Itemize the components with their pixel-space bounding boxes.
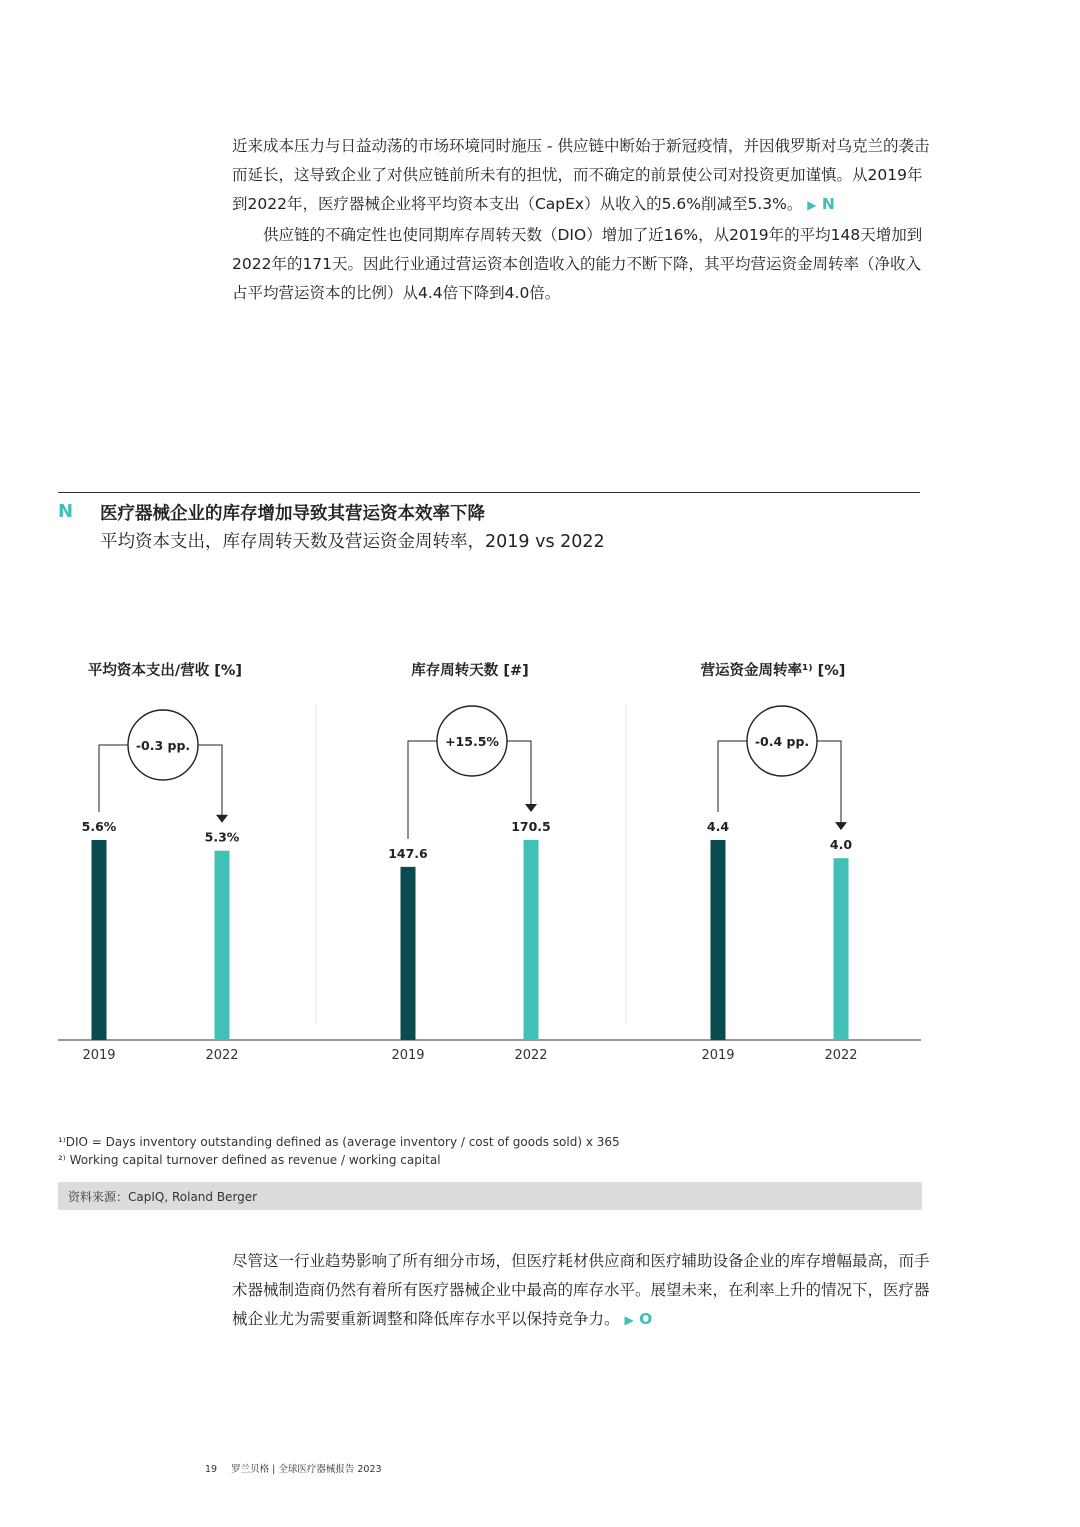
panel-title: 营运资金周转率¹⁾ [%]: [700, 663, 846, 679]
change-label: -0.4 pp.: [754, 734, 810, 749]
bar-charts: [0, 640, 1080, 1080]
value-label: 5.6%: [81, 819, 117, 834]
value-label: 5.3%: [204, 829, 240, 845]
change-label: +15.5%: [445, 734, 499, 749]
connector-line: [507, 741, 531, 805]
connector-line: [99, 745, 128, 812]
intro-paragraph-2: 供应链的不确定性也使同期库存周转天数（DIO）增加了近16%，从2019年的平均148天增加到2022年的171天。因此行业通过营运资本创造收入的能力不断下降，其平均营运资金周转率（净收入占平均营运资本的比例）从4.4倍下降到4.0倍。: [232, 225, 923, 303]
figure-reference-label: O: [639, 1310, 653, 1329]
outro-text: [232, 1247, 932, 1336]
bar: [524, 840, 539, 1040]
x-tick-label: 2019: [391, 1048, 425, 1063]
publication-name: 罗兰贝格 | 全球医疗器械报告 2023: [231, 1464, 382, 1475]
figure-reference-n[interactable]: [807, 195, 835, 213]
panel-title: 平均资本支出/营收 [%]: [87, 663, 243, 679]
outro-paragraph: [232, 1247, 932, 1336]
intro-paragraph-1-text: 近来成本压力与日益动荡的市场环境同时施压 - 供应链中断始于新冠疫情，并因俄罗斯对乌克兰的袭击而延长，这导致企业了对供应链前所未有的担忧，而不确定的前景使公司对投资更加谨慎。从2019年到2022年，医疗器械企业将平均资本支出（CapEx）从收入的5.6%削减至5.3%。: [232, 137, 930, 214]
x-tick-label: 2022: [514, 1048, 548, 1063]
value-label: 147.6: [388, 845, 428, 861]
change-label: -0.3 pp.: [135, 738, 191, 753]
value-label: 4.0: [829, 837, 853, 853]
figure-reference-label: N: [821, 195, 835, 214]
intro-text: [232, 132, 932, 308]
value-label: 170.5: [511, 819, 551, 834]
bar: [711, 840, 726, 1040]
arrow-down-icon: [525, 804, 537, 812]
x-tick-label: 2019: [82, 1048, 116, 1063]
panel-title: 库存周转天数 [#]: [411, 663, 529, 679]
outro-paragraph-text: 尽管这一行业趋势影响了所有细分市场，但医疗耗材供应商和医疗辅助设备企业的库存增幅最高，而手术器械制造商仍然有着所有医疗器械企业中最高的库存水平。展望未来，在利率上升的情况下，医疗器械企业尤为需要重新调整和降低库存水平以保持竞争力。: [232, 1252, 930, 1329]
source-bar: [58, 1182, 922, 1210]
figure-reference-o[interactable]: [624, 1310, 652, 1328]
page-footer: [205, 1461, 396, 1475]
connector-line: [408, 741, 437, 839]
bar: [834, 858, 849, 1040]
figure-divider: [58, 492, 920, 493]
page-number: 19: [205, 1464, 218, 1475]
figure-letter: N: [58, 501, 74, 522]
bar: [401, 867, 416, 1040]
connector-line: [718, 741, 747, 812]
arrow-down-icon: [835, 822, 847, 830]
intro-paragraph-1: [232, 132, 932, 221]
figure-subtitle: 平均资本支出，库存周转天数及营运资金周转率，2019 vs 2022: [100, 532, 605, 552]
value-label: 4.4: [706, 819, 730, 834]
footnote-1: ¹⁾DIO = Days inventory outstanding defined as (average inventory / cost of goods sold) x 365: [58, 1135, 620, 1149]
x-tick-label: 2022: [824, 1048, 858, 1063]
bar: [215, 851, 230, 1040]
footnote-2: ²⁾ Working capital turnover defined as revenue / working capital: [58, 1153, 441, 1167]
play-triangle-icon: ▶: [624, 1313, 634, 1328]
x-tick-label: 2022: [205, 1048, 239, 1063]
play-triangle-icon: ▶: [807, 198, 817, 213]
connector-line: [817, 741, 841, 823]
source-text: 资料来源：CapIQ, Roland Berger: [68, 1190, 258, 1204]
x-tick-label: 2019: [701, 1048, 735, 1063]
bar: [92, 840, 107, 1040]
figure-title: 医疗器械企业的库存增加导致其营运资本效率下降: [100, 504, 485, 524]
arrow-down-icon: [216, 815, 228, 823]
connector-line: [198, 745, 222, 816]
